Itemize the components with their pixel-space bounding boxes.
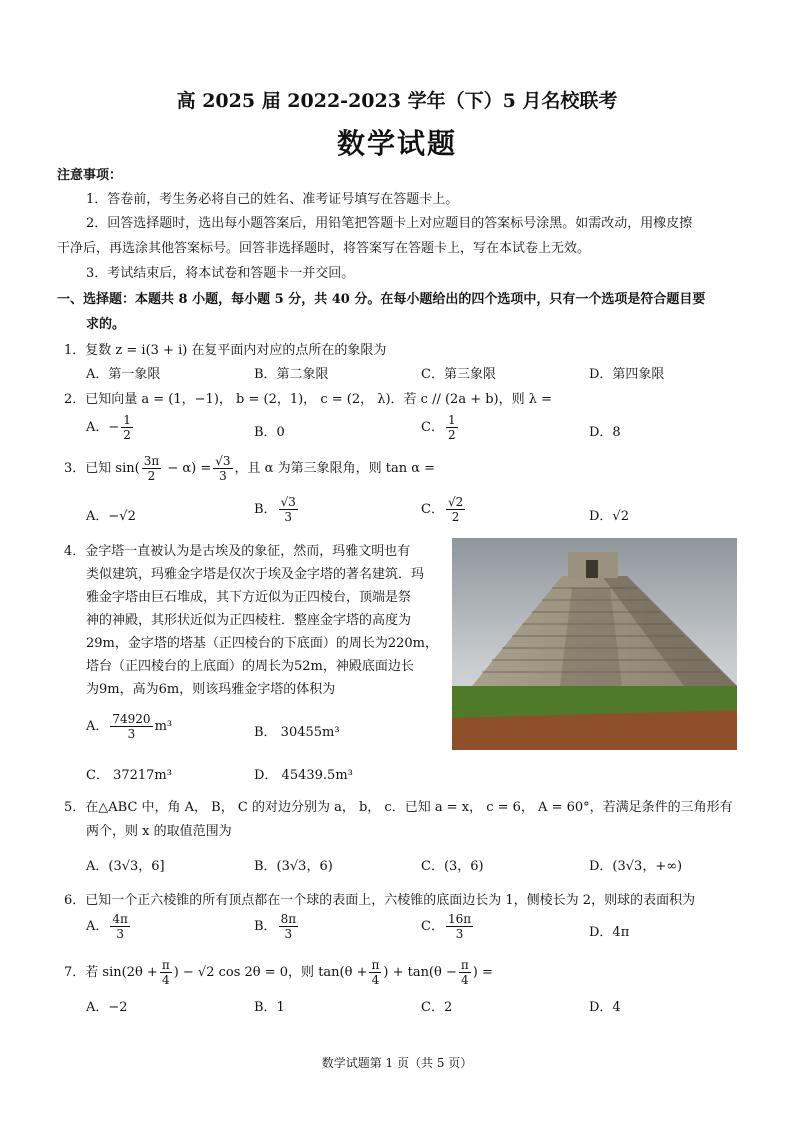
q3-stem (64, 454, 435, 483)
q2-c-label: C． (421, 420, 444, 435)
q3-b-label: B． (254, 502, 277, 517)
q6-c-label: C． (421, 919, 444, 934)
q6-b-den: 3 (284, 927, 293, 941)
q5-line-2: 两个，则 x 的取值范围为 (86, 824, 232, 839)
q4-a-den: 3 (127, 727, 136, 741)
q7-option-d: D．4 (589, 1000, 621, 1015)
mayan-pyramid-photo (452, 538, 737, 750)
q6-a-num: 4π (112, 912, 128, 926)
q6-option-d: D．4π (589, 925, 630, 940)
q2-a-sign: − (108, 420, 120, 435)
q4-option-a (86, 712, 172, 741)
q4-a-fraction (110, 712, 152, 741)
q1-option-a: A．第一象限 (86, 367, 161, 382)
temple-doorway (586, 560, 598, 578)
q2-c-fraction (446, 413, 458, 442)
q6-b-num: 8π (280, 912, 297, 926)
q3-option-a: A．−√2 (86, 509, 136, 524)
q7-frac-1 (160, 958, 172, 987)
q2-option-b: B．0 (254, 425, 285, 440)
exam-title: 高 2025 届 2022-2023 学年（下）5 月名校联考 (176, 90, 618, 112)
q7-f1-den: 4 (161, 973, 170, 987)
q7-f2-num: π (371, 958, 380, 972)
q6-option-b (254, 912, 300, 941)
q4-a-num: 74920 (112, 712, 151, 726)
subject-title: 数学试题 (336, 127, 457, 160)
notice-item-2b: 干净后，再选涂其他答案标号。回答非选择题时，将答案写在答题卡上，写在本试卷上无效。 (57, 241, 591, 256)
q4-line-5: 29m，金字塔的塔基（正四棱台的下底面）的周长为220m， (86, 636, 439, 651)
q7-f2-den: 4 (371, 973, 380, 987)
q2-c-den: 2 (447, 428, 456, 442)
q4-option-b: B． 30455m³ (254, 725, 340, 740)
q5-option-b: B．(3√3，6) (254, 859, 333, 874)
q4-a-unit: m³ (154, 719, 173, 734)
q4-line-1: 4．金字塔一直被认为是古埃及的象征，然而，玛雅文明也有 (64, 544, 411, 559)
q2-option-c (421, 413, 460, 442)
q3-option-b (254, 495, 300, 524)
q5-option-c: C．(3，6) (421, 859, 484, 874)
q5-option-d: D．(3√3，+∞) (589, 859, 683, 874)
q6-a-den: 3 (116, 927, 124, 941)
q1-option-c: C．第三象限 (421, 367, 496, 382)
q4-option-d: D． 45439.5m³ (254, 768, 353, 783)
q4-line-4: 神的神殿，其形状近似为正四棱柱．整座金字塔的高度为 (86, 613, 412, 628)
q4-option-c: C． 37217m³ (86, 768, 172, 783)
q7-option-c: C．2 (421, 1000, 453, 1015)
page-footer: 数学试题第 1 页（共 5 页） (321, 1056, 473, 1070)
q4-line-7: 为9m，高为6m，则该玛雅金字塔的体积为 (86, 682, 336, 697)
q4-line-3: 雅金字塔由巨石堆成，其下方近似为正四棱台，顶端是祭 (86, 590, 412, 605)
q3-angle-fraction (142, 454, 162, 483)
q7-f3-num: π (460, 958, 469, 972)
q6-a-fraction (110, 912, 130, 941)
q4-line-6: 塔台（正四棱台的上底面）的周长为52m，神殿底面边长 (86, 659, 414, 674)
q6-c-num: 16π (447, 912, 472, 926)
q2-a-fraction (121, 413, 133, 442)
q1-option-d: D．第四象限 (589, 367, 665, 382)
q2-option-d: D．8 (589, 425, 621, 440)
q7-option-b: B．1 (254, 1000, 285, 1015)
q2-option-a (86, 413, 135, 442)
q3-b-num: √3 (280, 495, 296, 509)
q7-s1: 7．若 sin(2θ + (64, 965, 158, 980)
q2-stem: 2．已知向量 a = (1，−1)， b = (2，1)， c = (2， λ)．若 c // (2a + b)，则 λ = (64, 392, 553, 407)
q1-option-b: B．第二象限 (254, 367, 329, 382)
q6-b-label: B． (254, 919, 277, 934)
q4-line-2: 类似建筑，玛雅金字塔是仅次于埃及金字塔的著名建筑．玛 (86, 567, 425, 582)
q6-stem: 6．已知一个正六棱锥的所有顶点都在一个球的表面上，六棱锥的底面边长为 1，侧棱长为 2，则球的表面积为 (64, 893, 696, 908)
q5-line-1: 5．在△ABC 中，角 A， B， C 的对边分别为 a， b， c．已知 a = x， c = 6， A = 60°，若满足条件的三角形有 (64, 800, 733, 815)
q3-angle-den: 2 (147, 469, 156, 483)
q6-a-label: A． (86, 919, 109, 934)
q7-stem (64, 958, 493, 987)
q3-b-den: 3 (284, 510, 293, 524)
q4-a-label: A． (86, 719, 109, 734)
q3-rhs-den: 3 (219, 469, 227, 483)
q3-option-d: D．√2 (589, 509, 629, 524)
q7-option-a: A．−2 (86, 1000, 128, 1015)
q2-a-label: A． (86, 420, 109, 435)
notice-heading: 注意事项： (57, 168, 123, 183)
q6-option-a (86, 912, 132, 941)
q7-s4: ) = (472, 965, 493, 980)
q2-a-num: 1 (123, 413, 131, 427)
q3-c-fraction (446, 495, 465, 524)
q6-b-fraction (279, 912, 299, 941)
q7-s2: ) − √2 cos 2θ = 0，则 tan(θ + (173, 965, 368, 980)
q3-c-den: 2 (451, 510, 460, 524)
q7-frac-3 (459, 958, 471, 987)
q3-rhs-fraction (213, 454, 232, 483)
section-1-heading: 一、选择题：本题共 8 小题，每小题 5 分，共 40 分。在每小题给出的四个选项中，只有一个选项是符合题目要 (57, 292, 706, 307)
q3-stem-mid: − α) = (163, 461, 212, 476)
q7-s3: ) + tan(θ − (383, 965, 457, 980)
q1-stem: 1．复数 z = i(3 + i) 在复平面内对应的点所在的象限为 (64, 343, 387, 358)
q3-stem-post: ，且 α 为第三象限角，则 tan α = (234, 461, 436, 476)
q3-b-fraction (279, 495, 298, 524)
notice-item-1: 1．答卷前，考生务必将自己的姓名、准考证号填写在答题卡上。 (86, 192, 459, 207)
q2-a-den: 2 (123, 428, 131, 442)
q5-option-a: A．(3√3，6] (86, 859, 165, 874)
q6-c-fraction (446, 912, 473, 941)
section-1-heading-cont: 求的。 (86, 317, 126, 332)
q6-c-den: 3 (455, 927, 464, 941)
q7-f3-den: 4 (460, 973, 469, 987)
q3-rhs-num: √3 (215, 454, 231, 468)
q6-option-c (421, 912, 475, 941)
q3-c-num: √2 (447, 495, 464, 509)
notice-item-3: 3．考试结束后，将本试卷和答题卡一并交回。 (86, 266, 355, 281)
q7-f1-num: π (161, 958, 170, 972)
q3-option-c (421, 495, 467, 524)
q3-c-label: C． (421, 502, 444, 517)
q3-angle-num: 3π (143, 454, 160, 468)
q3-stem-pre: 3．已知 sin( (64, 461, 140, 476)
q2-c-num: 1 (447, 413, 456, 427)
q7-frac-2 (369, 958, 381, 987)
notice-item-2a: 2．回答选择题时，选出每小题答案后，用铅笔把答题卡上对应题目的答案标号涂黑。如需改动，用橡皮擦 (86, 216, 693, 231)
